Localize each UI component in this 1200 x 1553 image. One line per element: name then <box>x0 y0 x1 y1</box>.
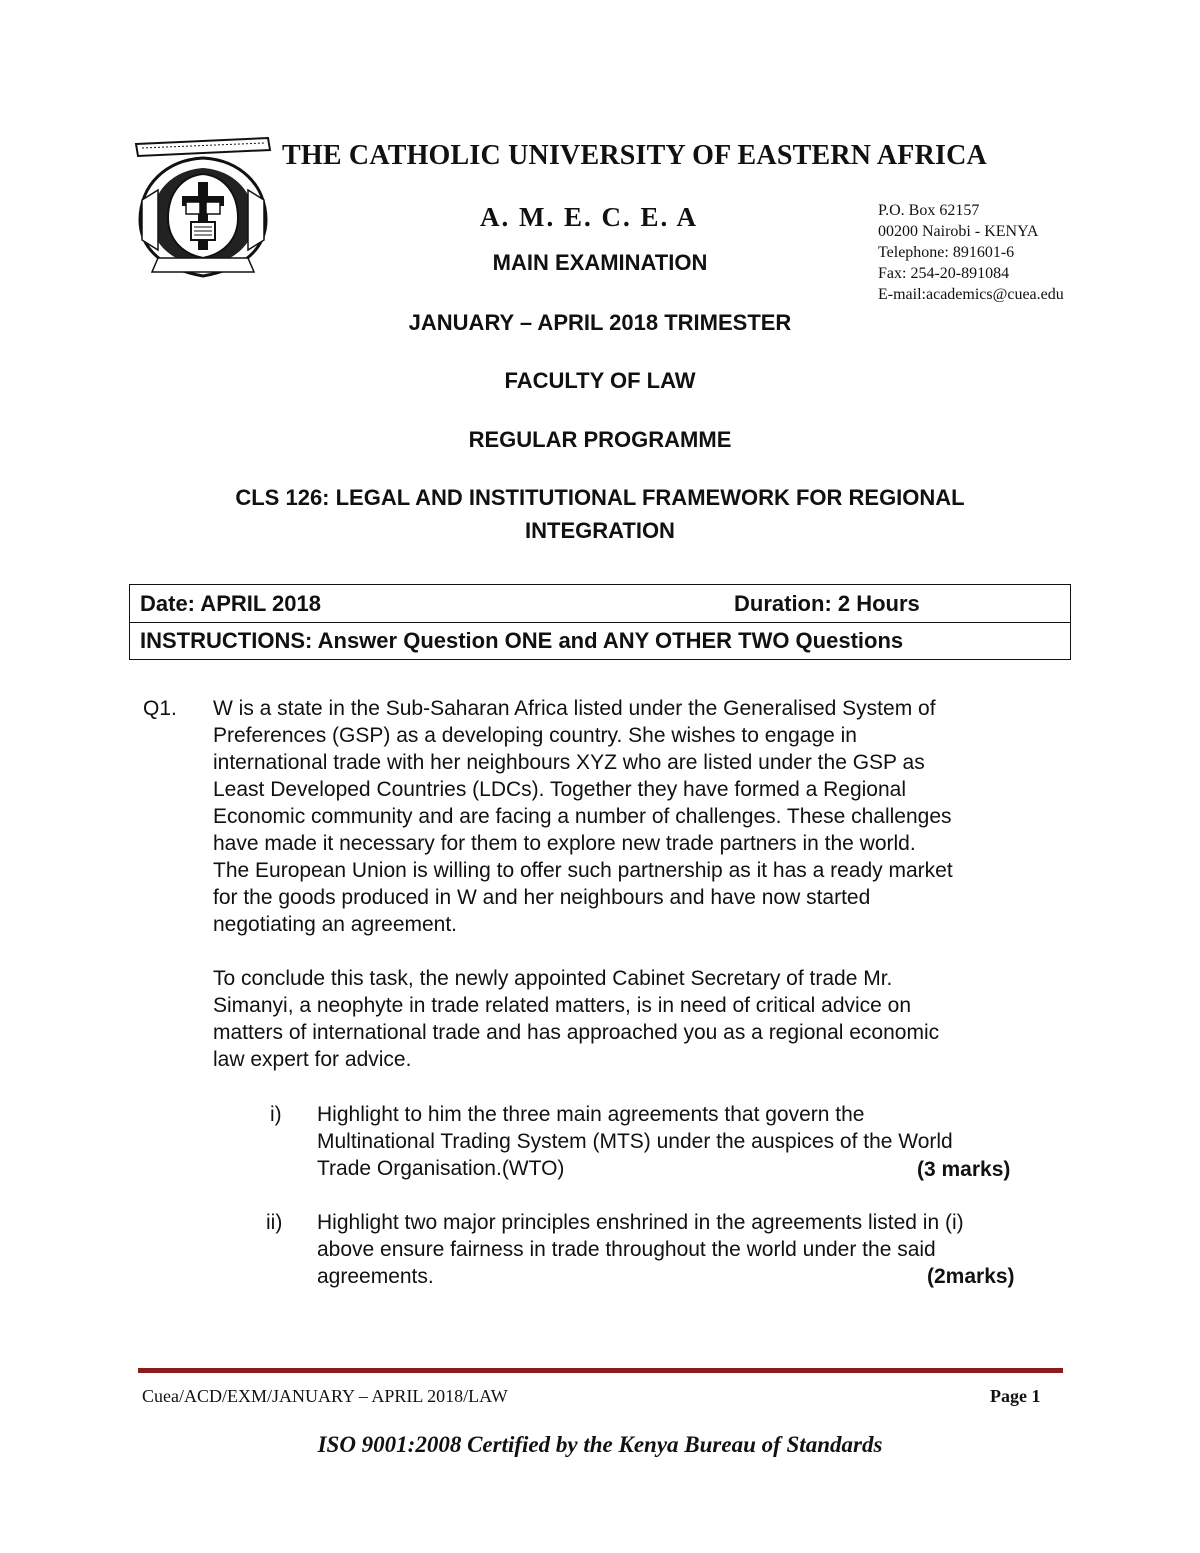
contact-fax: Fax: 254-20-891084 <box>878 265 1010 282</box>
exam-type: MAIN EXAMINATION <box>492 250 708 275</box>
paragraph-line: law expert for advice. <box>213 1048 412 1071</box>
paragraph-line: for the goods produced in W and her neighbours and have now started <box>213 886 871 909</box>
trimester: JANUARY – APRIL 2018 TRIMESTER <box>408 310 792 335</box>
part-ii-label: ii) <box>266 1211 283 1234</box>
contact-city: 00200 Nairobi - KENYA <box>878 223 1039 240</box>
part-line: Highlight two major principles enshrined in the agreements listed in (i) <box>317 1211 964 1234</box>
info-row-date <box>130 585 1070 622</box>
part-line: Highlight to him the three main agreements that govern the <box>317 1103 865 1126</box>
amecea-title: A. M. E. C. E. A <box>480 202 699 232</box>
footer-reference: Cuea/ACD/EXM/JANUARY – APRIL 2018/LAW <box>142 1386 508 1406</box>
paragraph-line: Economic community and are facing a number of challenges. These challenges <box>213 805 952 828</box>
part-line: Trade Organisation.(WTO) <box>317 1157 565 1180</box>
paragraph-line: To conclude this task, the newly appointed Cabinet Secretary of trade Mr. <box>213 967 893 990</box>
paragraph-line: international trade with her neighbours XYZ who are listed under the GSP as <box>213 751 925 774</box>
paragraph-line: Simanyi, a neophyte in trade related matters, is in need of critical advice on <box>213 994 912 1017</box>
question-paragraph-2 <box>213 965 1073 1073</box>
paragraph-line: have made it necessary for them to explore new trade partners in the world. <box>213 832 916 855</box>
course-title-line1: CLS 126: LEGAL AND INSTITUTIONAL FRAMEWORK FOR REGIONAL <box>235 485 965 510</box>
paragraph-line: Preferences (GSP) as a developing country. She wishes to engage in <box>213 724 857 747</box>
contact-email: E-mail:academics@cuea.edu <box>878 286 1064 303</box>
contact-po-box: P.O. Box 62157 <box>878 202 980 219</box>
question-label: Q1. <box>143 697 177 720</box>
part-line: agreements. <box>317 1265 434 1288</box>
programme: REGULAR PROGRAMME <box>468 427 732 452</box>
question-paragraph-1 <box>213 695 1073 938</box>
page-number: Page 1 <box>990 1386 1041 1406</box>
paragraph-line: W is a state in the Sub-Saharan Africa listed under the Generalised System of <box>213 697 936 720</box>
part-ii-marks: (2marks) <box>927 1265 1015 1288</box>
part-i-marks: (3 marks) <box>917 1158 1011 1181</box>
paragraph-line: The European Union is willing to offer such partnership as it has a ready market <box>213 859 953 882</box>
part-line: Multinational Trading System (MTS) under the auspices of the World <box>317 1130 953 1153</box>
iso-certification: ISO 9001:2008 Certified by the Kenya Bureau of Standards <box>317 1432 883 1457</box>
course-title-line2: INTEGRATION <box>525 518 675 543</box>
part-i-label: i) <box>270 1103 282 1126</box>
paragraph-line: negotiating an agreement. <box>213 913 458 936</box>
contact-telephone: Telephone: 891601-6 <box>878 244 1015 261</box>
footer-divider <box>138 1368 1063 1373</box>
university-name: THE CATHOLIC UNIVERSITY OF EASTERN AFRICA <box>282 140 987 171</box>
paragraph-line: Least Developed Countries (LDCs). Together they have formed a Regional <box>213 778 906 801</box>
faculty: FACULTY OF LAW <box>504 368 696 393</box>
exam-date: Date: APRIL 2018 <box>140 590 321 616</box>
part-line: above ensure fairness in trade throughout the world under the said <box>317 1238 936 1261</box>
info-row-instructions <box>130 622 1070 659</box>
exam-instructions: INSTRUCTIONS: Answer Question ONE and ANY OTHER TWO Questions <box>140 628 904 653</box>
paragraph-line: matters of international trade and has approached you as a regional economic <box>213 1021 940 1044</box>
exam-info-box <box>129 584 1071 660</box>
exam-duration: Duration: 2 Hours <box>734 590 920 616</box>
